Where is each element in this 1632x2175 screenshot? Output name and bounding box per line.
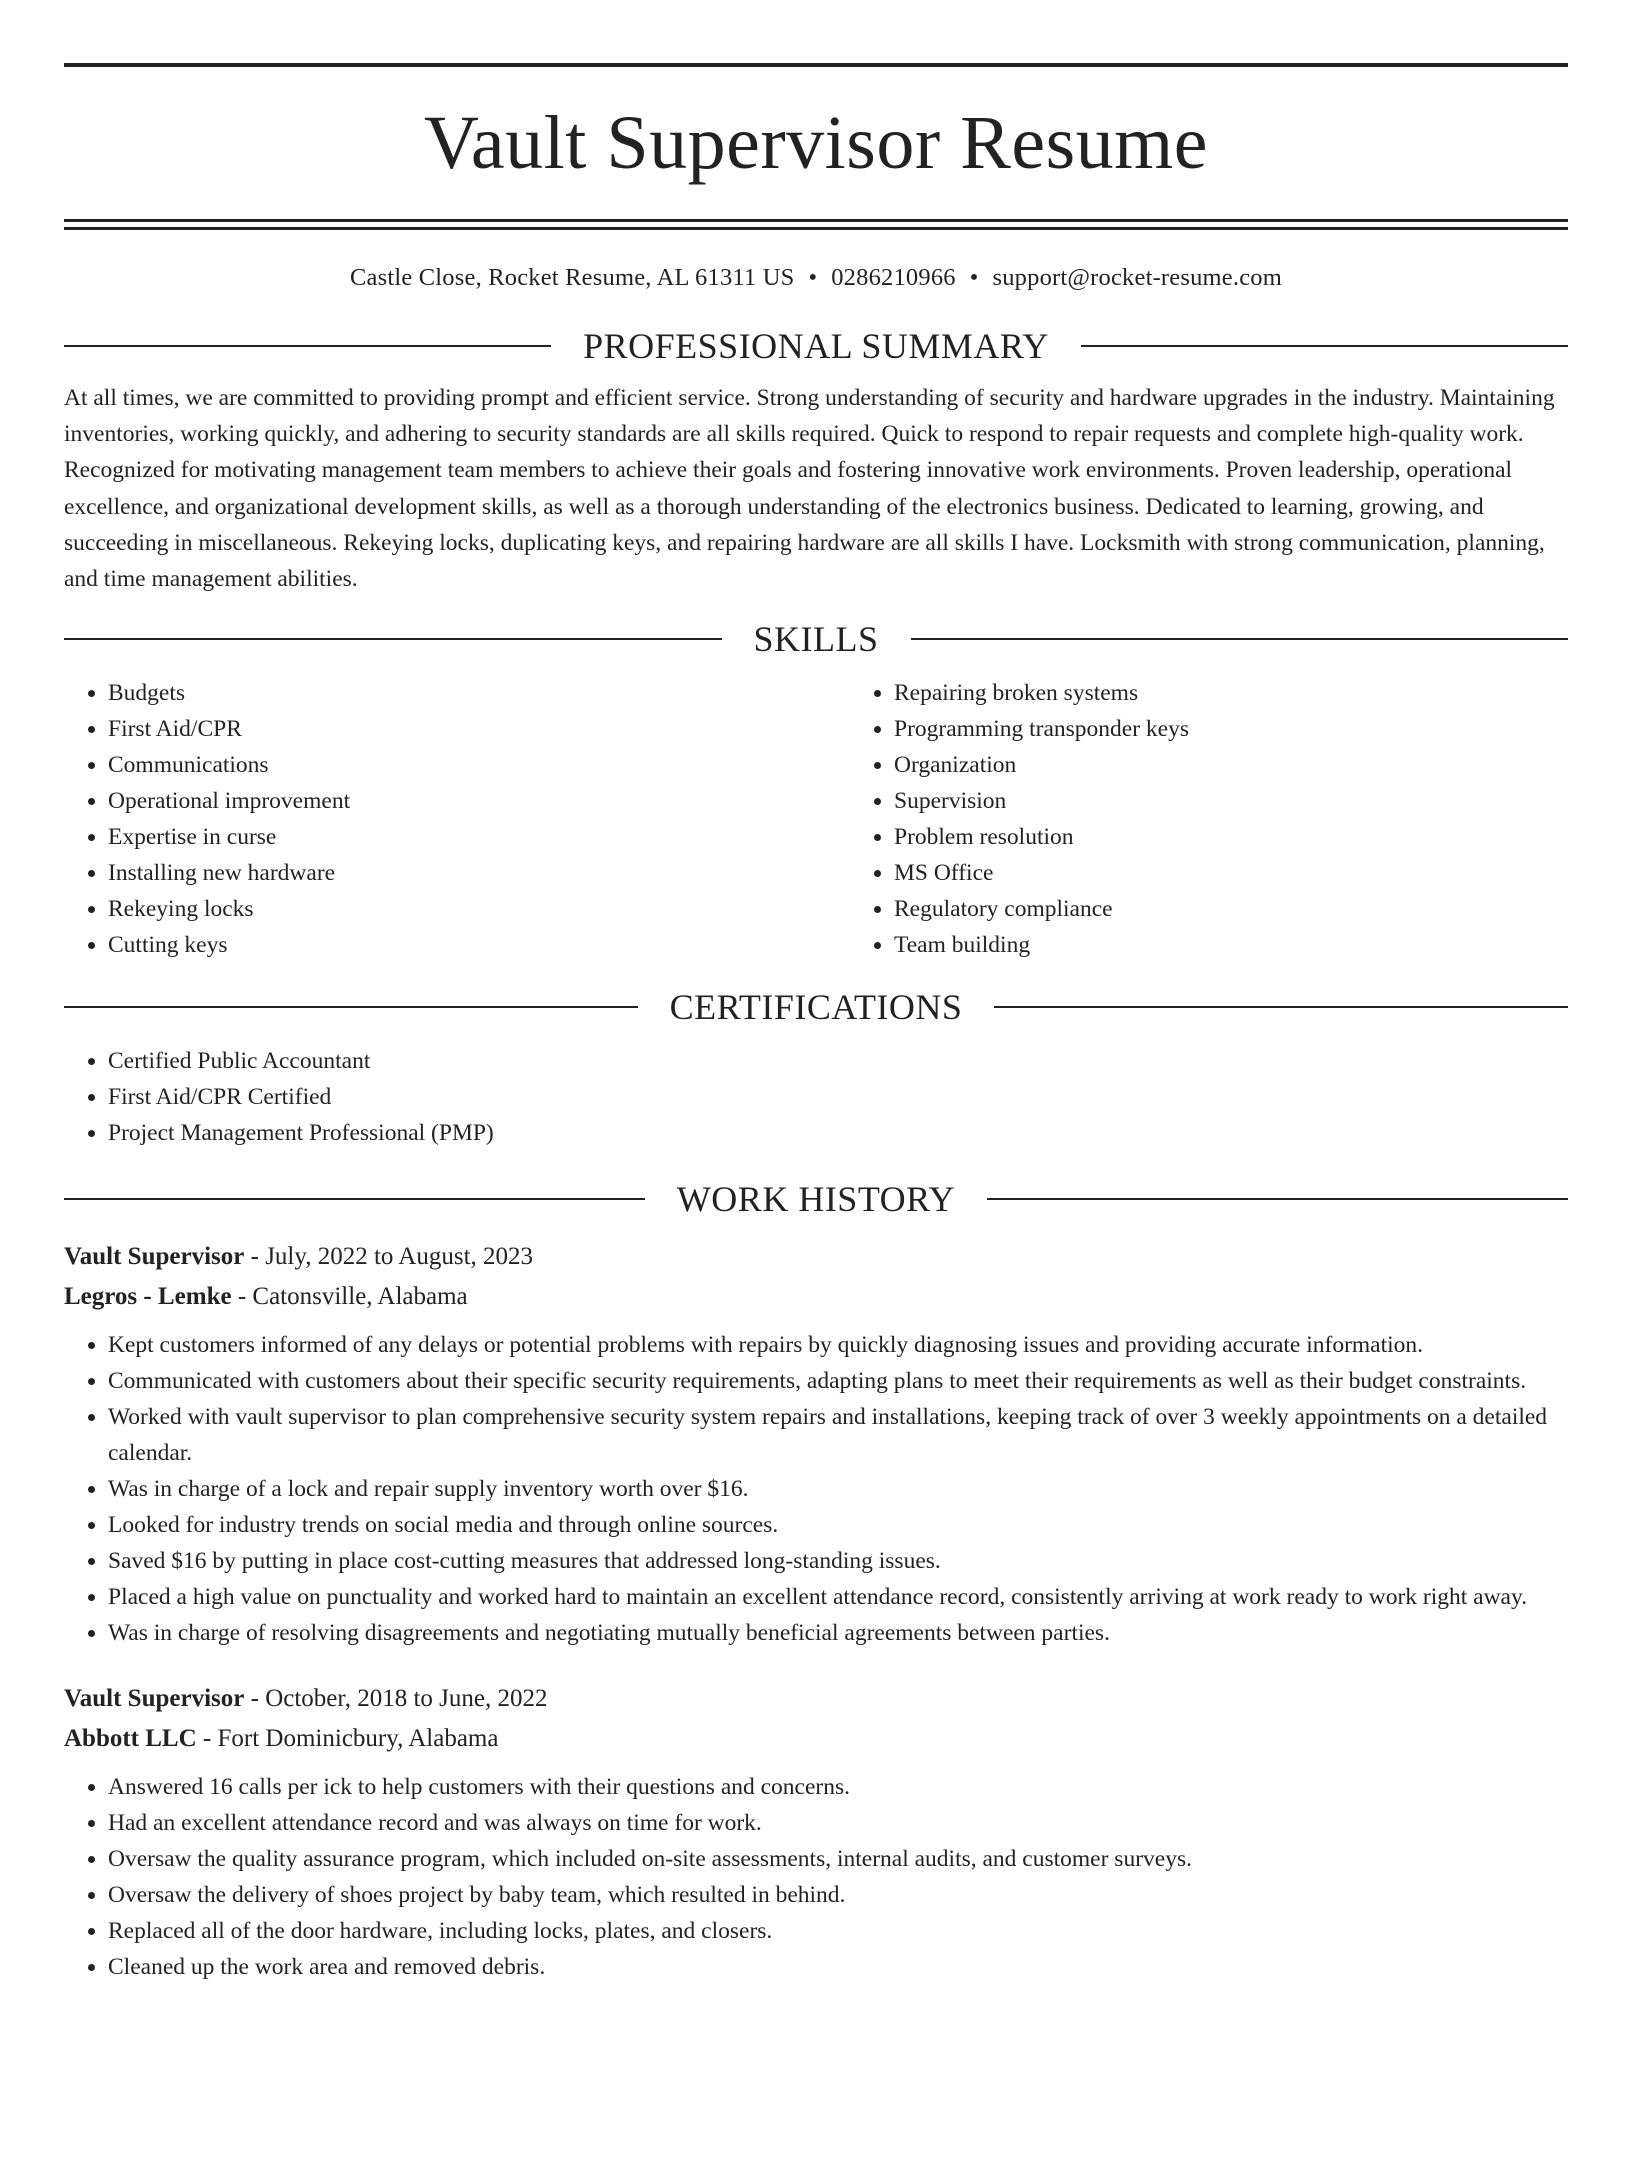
heading-rule [64,345,551,347]
heading-rule [64,1006,638,1008]
job-bullet: • Saved $16 by putting in place cost-cutting measures that addressed long-standing issues. [108,1543,1568,1579]
job-location: Catonsville, Alabama [252,1283,468,1311]
job-dates: October, 2018 to June, 2022 [265,1685,548,1713]
top-rule [64,63,1568,67]
skill-item: • Regulatory compliance [894,891,1568,927]
job-title-line: Vault Supervisor - July, 2022 to August, 2023 [64,1243,534,1271]
heading-rule [64,638,722,640]
job-bullet: • Replaced all of the door hardware, including locks, plates, and closers. [108,1913,1568,1949]
skill-item: • Expertise in curse [108,819,850,855]
section-title-skills: SKILLS [753,619,879,660]
skill-item: • Team building [894,927,1568,963]
heading-rule [911,638,1569,640]
job-title-line: Vault Supervisor - October, 2018 to June, 2022 [64,1685,548,1713]
heading-rule [64,1198,645,1200]
skill-item: • First Aid/CPR [108,711,850,747]
job-bullet: • Was in charge of a lock and repair supply inventory worth over $16. [108,1471,1568,1507]
skill-item: • Cutting keys [108,927,850,963]
job-company-line: Abbott LLC - Fort Dominicbury, Alabama [64,1725,499,1753]
section-title-summary: PROFESSIONAL SUMMARY [583,326,1049,366]
section-title-certifications: CERTIFICATIONS [669,987,963,1028]
job-bullet: • Oversaw the quality assurance program, which included on-site assessments, internal audits, and customer surveys. [108,1841,1568,1877]
contact-line [64,262,1568,294]
job-company: Legros - Lemke [64,1283,232,1311]
job-dates: July, 2022 to August, 2023 [265,1243,534,1271]
skill-item: • Installing new hardware [108,855,850,891]
certification-item: • Certified Public Accountant [108,1043,1568,1079]
job-bullets [64,1327,1568,1651]
section-title-work: WORK HISTORY [676,1179,956,1220]
certifications-list [64,1043,1568,1151]
certification-item: • Project Management Professional (PMP) [108,1115,1568,1151]
skill-item: • Programming transponder keys [894,711,1568,747]
job-title: Vault Supervisor [64,1243,245,1271]
job-bullets [64,1769,1568,1985]
contact-phone: 0286210966 [831,264,956,291]
job-bullet: • Looked for industry trends on social media and through online sources. [108,1507,1568,1543]
section-heading-certifications [64,985,1568,1029]
skill-item: • Supervision [894,783,1568,819]
skill-item: • Repairing broken systems [894,675,1568,711]
job-bullet: • Worked with vault supervisor to plan comprehensive security system repairs and installations, keeping track of over 3 weekly appointments on a detailed calendar. [108,1399,1568,1471]
heading-rule [994,1006,1568,1008]
job-bullet: • Kept customers informed of any delays or potential problems with repairs by quickly diagnosing issues and providing accurate information. [108,1327,1568,1363]
job-bullet: • Was in charge of resolving disagreements and negotiating mutually beneficial agreements between parties. [108,1615,1568,1651]
job-bullet: • Had an excellent attendance record and was always on time for work. [108,1805,1568,1841]
job-entry [64,1237,1568,1651]
certification-item: • First Aid/CPR Certified [108,1079,1568,1115]
job-title: Vault Supervisor [64,1685,245,1713]
skill-item: • Organization [894,747,1568,783]
skill-item: • Communications [108,747,850,783]
job-entry [64,1679,1568,1985]
skills-list-left [64,675,850,963]
job-bullet: • Communicated with customers about their specific security requirements, adapting plans to meet their requirements as well as their budget constraints. [108,1363,1568,1399]
job-bullet: • Cleaned up the work area and removed debris. [108,1949,1568,1985]
section-heading-summary [64,324,1568,368]
skill-item: • MS Office [894,855,1568,891]
contact-separator: • [808,264,818,291]
job-bullet: • Answered 16 calls per ick to help customers with their questions and concerns. [108,1769,1568,1805]
skill-item: • Rekeying locks [108,891,850,927]
skills-columns [64,675,1568,963]
contact-email[interactable]: support@rocket-resume.com [992,264,1282,291]
job-company: Abbott LLC [64,1725,197,1753]
page-title: Vault Supervisor Resume [423,101,1209,185]
job-bullet: • Placed a high value on punctuality and worked hard to maintain an excellent attendance record, consistently arriving at work ready to work right away. [108,1579,1568,1615]
heading-rule [987,1198,1568,1200]
summary-text: At all times, we are committed to providing prompt and efficient service. Strong understanding of security and hardware upgrades in the industry. Maintaining inventories, working quickly, and adhering to security standards are all skills required. Quick to respond to repair requests and complete high-quality work. Recognized for motivating management team members to achieve their goals and fostering innovative work environments. Proven leadership, operational excellence, and organizational development skills, as well as a thorough understanding of the electronics business. Dedicated to learning, growing, and succeeding in miscellaneous. Rekeying locks, duplicating keys, and repairing hardware are all skills I have. Locksmith with strong communication, planning, and time management abilities. [64,385,1555,593]
title-double-rule [64,219,1568,230]
skill-item: • Problem resolution [894,819,1568,855]
job-location: Fort Dominicbury, Alabama [217,1725,499,1753]
contact-address: Castle Close, Rocket Resume, AL 61311 US [350,264,795,291]
skill-item: • Budgets [108,675,850,711]
skills-list-right [850,675,1568,963]
skill-item: • Operational improvement [108,783,850,819]
heading-rule [1081,345,1568,347]
section-heading-skills [64,617,1568,661]
job-bullet: • Oversaw the delivery of shoes project by baby team, which resulted in behind. [108,1877,1568,1913]
resume-page [64,63,1568,1985]
section-heading-work [64,1177,1568,1221]
job-company-line: Legros - Lemke - Catonsville, Alabama [64,1283,468,1311]
contact-separator: • [969,264,979,291]
